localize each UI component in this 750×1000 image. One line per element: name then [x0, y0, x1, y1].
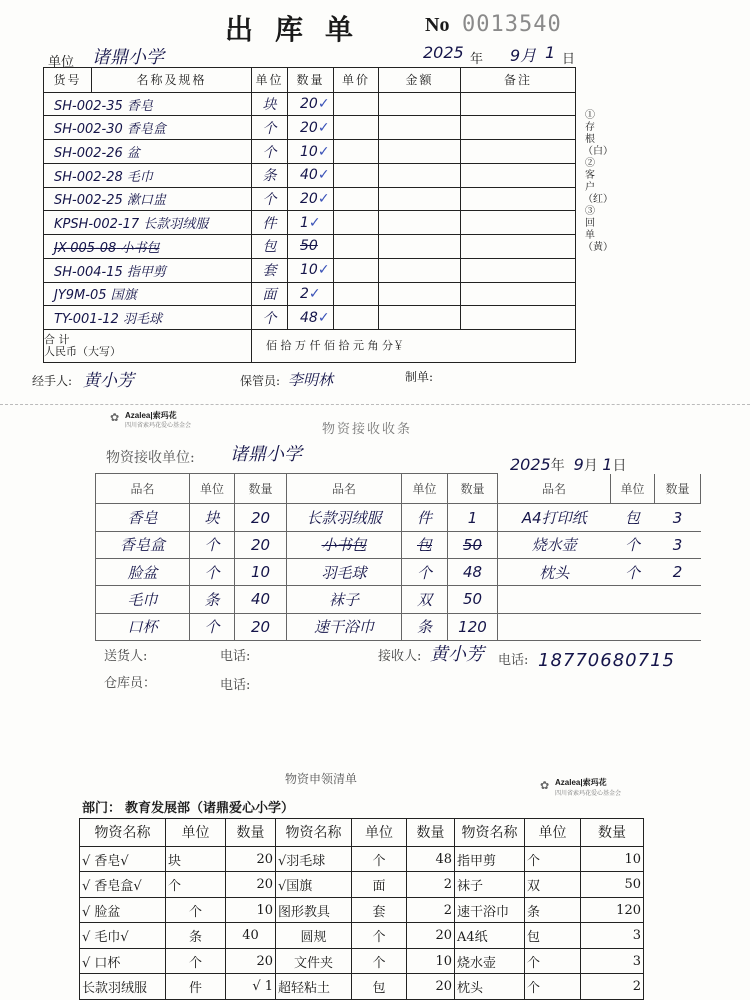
- col-header: 单位: [190, 474, 235, 504]
- date-year-label: 年: [470, 52, 484, 67]
- receiver-signature: 黄小芳: [430, 644, 484, 665]
- item-name: 羽毛球: [122, 312, 162, 328]
- unit-cell: 个: [252, 306, 288, 330]
- check-mark-icon: ✓: [317, 309, 330, 326]
- check-mark-icon: ✓: [317, 119, 330, 136]
- cell: 48: [448, 558, 498, 585]
- check-mark-icon: ✓: [308, 214, 321, 231]
- list-heading: 物资申领清单: [285, 772, 358, 786]
- col-header: 单价: [334, 68, 379, 93]
- qty-value: 48: [300, 309, 318, 326]
- cell: 个: [525, 846, 581, 872]
- col-header: 数量: [235, 474, 287, 504]
- logo-name: Azalea|索玛花: [555, 778, 607, 787]
- table-row: [96, 613, 701, 640]
- check-mark-icon: ✓: [308, 285, 321, 302]
- qty-value: 2: [300, 285, 309, 302]
- table-row: [96, 558, 701, 585]
- cell: √ 毛巾√: [80, 923, 166, 949]
- cell: 文件夹: [276, 948, 352, 974]
- col-header: 备注: [461, 68, 576, 93]
- receipt-unit-value: 诸鼎小学: [230, 444, 302, 465]
- cell: 20: [226, 872, 276, 898]
- col-header: 单位: [166, 819, 226, 847]
- unit-cell: 套: [252, 258, 288, 282]
- cell: 袜子: [455, 872, 525, 898]
- cell: 圆规: [276, 923, 352, 949]
- cell: [611, 586, 655, 613]
- flower-logo-icon: ✿: [110, 411, 120, 424]
- item-name: 毛巾: [126, 169, 153, 185]
- cell: 个: [166, 872, 226, 898]
- logo-name: Azalea|索玛花: [125, 411, 177, 420]
- cell: 120: [448, 613, 498, 640]
- item-cell: [44, 211, 252, 235]
- col-header: 名称及规格: [92, 68, 252, 93]
- cell: 个: [525, 974, 581, 1000]
- serial-label: No: [425, 14, 450, 36]
- table-row: [44, 211, 576, 235]
- cell: 个: [402, 558, 448, 585]
- table-row: [44, 92, 576, 116]
- cell: 烧水壶: [455, 948, 525, 974]
- cell: 包: [352, 974, 407, 1000]
- check-mark-icon: ✓: [317, 96, 330, 113]
- item-code: JY9M-05: [54, 288, 107, 304]
- date-day: 1: [545, 43, 556, 62]
- col-header: 数量: [226, 819, 276, 847]
- table-row: [96, 531, 701, 558]
- cell: 毛巾: [96, 586, 190, 613]
- cell: 面: [352, 872, 407, 898]
- total-label: [44, 329, 252, 362]
- qty-cell: [288, 92, 334, 116]
- col-header: 数量: [448, 474, 498, 504]
- item-name: 国旗: [110, 288, 137, 304]
- cell: [498, 613, 611, 640]
- supply-table: [79, 818, 644, 1000]
- col-header: 品名: [498, 474, 611, 504]
- cell: 20: [407, 974, 455, 1000]
- unit-cell: 件: [252, 211, 288, 235]
- item-cell: [44, 235, 252, 259]
- cell: 3: [581, 948, 644, 974]
- cell: 10: [581, 846, 644, 872]
- col-header: 物资名称: [455, 819, 525, 847]
- phone-label: 电话:: [498, 653, 529, 668]
- cell: 个: [190, 558, 235, 585]
- date-day-label: 日: [562, 52, 576, 67]
- cell: 50: [448, 586, 498, 613]
- cell: 20: [235, 504, 287, 531]
- receipt-title: 物资接收收条: [322, 422, 413, 437]
- table-row: [44, 258, 576, 282]
- cell: 个: [611, 558, 655, 585]
- receipt-date: [510, 455, 626, 475]
- cell: 块: [166, 846, 226, 872]
- cell: 10: [235, 558, 287, 585]
- item-name: 长款羽绒服: [143, 217, 209, 233]
- item-name: 香皂: [126, 98, 153, 114]
- total-row: [44, 329, 576, 362]
- cell: √ 香皂盒√: [80, 872, 166, 898]
- cell: 50: [448, 531, 498, 558]
- qty-value: 20: [300, 96, 318, 113]
- cell: 件: [402, 504, 448, 531]
- table-row: [44, 306, 576, 330]
- receiver-label: 接收人:: [378, 649, 422, 664]
- cell: [498, 586, 611, 613]
- col-header: 品名: [287, 474, 402, 504]
- qty-value: 10: [300, 143, 318, 160]
- col-header: 金额: [379, 68, 461, 93]
- table-row: [44, 140, 576, 164]
- cell: 条: [166, 923, 226, 949]
- qty-cell: [288, 163, 334, 187]
- qty-value: 10: [300, 262, 318, 279]
- cell: [611, 613, 655, 640]
- cell: 3: [581, 923, 644, 949]
- table-row: [44, 116, 576, 140]
- item-code: TY-001-12: [54, 312, 119, 328]
- cell: 包: [402, 531, 448, 558]
- cell: 条: [190, 586, 235, 613]
- cell: 指甲剪: [455, 846, 525, 872]
- cell: √ 香皂√: [80, 846, 166, 872]
- check-mark-icon: ✓: [317, 262, 330, 279]
- cell: 长款羽绒服: [287, 504, 402, 531]
- item-code: SH-002-25: [54, 193, 123, 209]
- cell: 枕头: [455, 974, 525, 1000]
- item-code: SH-002-26: [54, 146, 123, 162]
- unit-cell: 面: [252, 282, 288, 306]
- item-cell: [44, 92, 252, 116]
- item-code: SH-002-35: [54, 98, 123, 114]
- item-code: SH-002-30: [54, 122, 123, 138]
- phone-label: 电话:: [220, 649, 251, 664]
- flower-logo-icon: ✿: [540, 779, 550, 792]
- col-header: 数量: [288, 68, 334, 93]
- dept-value: 教育发展部（诸鼎爱心小学）: [125, 801, 295, 816]
- date-month: 9月: [510, 46, 537, 65]
- unit-cell: 个: [252, 116, 288, 140]
- cell: 个: [190, 531, 235, 558]
- table-row: [44, 282, 576, 306]
- cell: 个: [166, 948, 226, 974]
- col-header: 单位: [402, 474, 448, 504]
- col-header: 物资名称: [276, 819, 352, 847]
- cell: √国旗: [276, 872, 352, 898]
- item-name: 小书包: [120, 240, 160, 256]
- cell: 个: [352, 846, 407, 872]
- item-cell: [44, 258, 252, 282]
- qty-value: 20: [300, 190, 318, 207]
- date-month-label: 月: [583, 458, 598, 474]
- date-year: 2025: [510, 455, 551, 474]
- cell: 长款羽绒服: [80, 974, 166, 1000]
- qty-cell: [288, 235, 334, 259]
- col-header: 数量: [407, 819, 455, 847]
- unit-cell: 包: [252, 235, 288, 259]
- qty-cell: [288, 211, 334, 235]
- cell: 40: [235, 586, 287, 613]
- unit-cell: 个: [252, 187, 288, 211]
- total-amount-units: 佰 拾 万 仟 佰 拾 元 角 分￥: [252, 329, 576, 362]
- item-name: 漱口盅: [126, 193, 166, 209]
- receiver-phone: 18770680715: [538, 650, 675, 671]
- table-row: [96, 586, 701, 613]
- handler-signature: 黄小芳: [83, 371, 134, 391]
- qty-cell: [288, 187, 334, 211]
- qty-cell: [288, 258, 334, 282]
- table-header-row: [44, 68, 576, 93]
- cell: 48: [407, 846, 455, 872]
- cell: 20: [407, 923, 455, 949]
- cell: 条: [525, 897, 581, 923]
- cell: 速干浴巾: [287, 613, 402, 640]
- qty-value: 50: [300, 238, 318, 255]
- cell: √ 1: [226, 974, 276, 1000]
- qty-cell: [288, 282, 334, 306]
- outbound-slip: [0, 0, 750, 405]
- keeper-label: 保管员:: [240, 374, 281, 388]
- unit-value: 诸鼎小学: [92, 47, 164, 68]
- cell: 速干浴巾: [455, 897, 525, 923]
- item-cell: [44, 140, 252, 164]
- cell: √ 口杯: [80, 948, 166, 974]
- qty-value: 40: [300, 167, 318, 184]
- col-header: 数量: [655, 474, 701, 504]
- cell: 10: [407, 948, 455, 974]
- check-mark-icon: ✓: [317, 167, 330, 184]
- cell: 2: [655, 558, 701, 585]
- cell: 2: [581, 974, 644, 1000]
- receipt-unit-label: 物资接收单位:: [106, 450, 195, 466]
- table-row: [80, 948, 644, 974]
- cell: 2: [407, 872, 455, 898]
- receipt-table: [95, 473, 701, 641]
- cell: 超轻粘土: [276, 974, 352, 1000]
- item-code: JX-005-08: [54, 240, 117, 256]
- cell: √ 脸盆: [80, 897, 166, 923]
- cell: 包: [611, 504, 655, 531]
- qty-cell: [288, 306, 334, 330]
- col-header: 单位: [352, 819, 407, 847]
- table-row: [80, 974, 644, 1000]
- date-month: 9: [573, 455, 584, 474]
- date-year: 2025: [423, 43, 464, 62]
- table-row: [80, 923, 644, 949]
- cell: [655, 586, 701, 613]
- col-header: 单位: [525, 819, 581, 847]
- cell: 120: [581, 897, 644, 923]
- cell: 2: [407, 897, 455, 923]
- check-mark-icon: ✓: [317, 143, 330, 160]
- col-header: 物资名称: [80, 819, 166, 847]
- table-header-row: [80, 819, 644, 847]
- cell: 香皂盒: [96, 531, 190, 558]
- date-year-label: 年: [550, 458, 565, 474]
- cell: 20: [226, 948, 276, 974]
- unit-cell: 个: [252, 140, 288, 164]
- table-row: [80, 872, 644, 898]
- col-header: 单位: [252, 68, 288, 93]
- cell: 3: [655, 504, 701, 531]
- serial-number: 0013540: [462, 12, 562, 37]
- cell: A4打印纸: [498, 504, 611, 531]
- total-label-line1: 合 计: [44, 332, 70, 346]
- table-row: [80, 897, 644, 923]
- cell: 个: [166, 897, 226, 923]
- qty-cell: [288, 140, 334, 164]
- item-code: KPSH-002-17: [54, 217, 140, 233]
- outbound-title: 出库单: [225, 13, 376, 46]
- cell: 小书包: [287, 531, 402, 558]
- storekeeper-label: 仓库员：: [104, 676, 157, 691]
- outbound-table: [43, 67, 576, 363]
- maker-label: 制单:: [405, 370, 434, 384]
- qty-value: 1: [300, 214, 309, 231]
- logo-subtitle: 四川省索玛花爱心基金会: [555, 791, 622, 797]
- cell: 双: [402, 586, 448, 613]
- cell: 20: [226, 846, 276, 872]
- cell: 1: [448, 504, 498, 531]
- cell: 双: [525, 872, 581, 898]
- item-cell: [44, 163, 252, 187]
- cell: 40: [226, 923, 276, 949]
- table-row: [96, 504, 701, 531]
- col-header: 数量: [581, 819, 644, 847]
- unit-cell: 条: [252, 163, 288, 187]
- cell: 块: [190, 504, 235, 531]
- cell: 个: [611, 531, 655, 558]
- deliverer-label: 送货人:: [104, 649, 148, 664]
- qty-cell: [288, 116, 334, 140]
- table-row: [44, 235, 576, 259]
- item-name: 指甲剪: [126, 264, 166, 280]
- logo-subtitle: 四川省索玛花爱心基金会: [125, 423, 192, 429]
- unit-label: 单位: [48, 55, 75, 70]
- qty-value: 20: [300, 119, 318, 136]
- cell: 包: [525, 923, 581, 949]
- cell: 件: [166, 974, 226, 1000]
- unit-cell: 块: [252, 92, 288, 116]
- cell: 枕头: [498, 558, 611, 585]
- cell: 图形教具: [276, 897, 352, 923]
- dept-label: 部门：: [82, 801, 122, 816]
- table-row: [80, 846, 644, 872]
- cell: 个: [190, 613, 235, 640]
- item-code: SH-004-15: [54, 264, 123, 280]
- keeper-signature: 李明林: [288, 371, 334, 389]
- cell: 口杯: [96, 613, 190, 640]
- cell: 香皂: [96, 504, 190, 531]
- item-cell: [44, 282, 252, 306]
- col-header: 品名: [96, 474, 190, 504]
- col-header: 货号: [44, 68, 92, 93]
- handler-label: 经手人:: [32, 374, 73, 388]
- check-mark-icon: ✓: [317, 190, 330, 207]
- copy-notes: ①存根（白）②客户（红）③回单（黄）: [583, 110, 613, 253]
- cell: 个: [352, 923, 407, 949]
- col-header: 单位: [611, 474, 655, 504]
- cell: √羽毛球: [276, 846, 352, 872]
- cell: 3: [655, 531, 701, 558]
- cell: 羽毛球: [287, 558, 402, 585]
- divider: [0, 404, 750, 405]
- table-row: [44, 163, 576, 187]
- cell: 个: [352, 948, 407, 974]
- item-cell: [44, 187, 252, 211]
- cell: 50: [581, 872, 644, 898]
- cell: 20: [235, 613, 287, 640]
- cell: 10: [226, 897, 276, 923]
- cell: 套: [352, 897, 407, 923]
- cell: A4纸: [455, 923, 525, 949]
- table-header-row: [96, 474, 701, 504]
- cell: 个: [525, 948, 581, 974]
- cell: 20: [235, 531, 287, 558]
- total-label-line2: 人民币（大写）: [44, 344, 121, 358]
- cell: [655, 613, 701, 640]
- cell: 烧水壶: [498, 531, 611, 558]
- date-day: 1: [602, 455, 613, 474]
- item-cell: [44, 306, 252, 330]
- item-cell: [44, 116, 252, 140]
- date-day-label: 日: [612, 458, 627, 474]
- item-code: SH-002-28: [54, 169, 123, 185]
- cell: 脸盆: [96, 558, 190, 585]
- cell: 袜子: [287, 586, 402, 613]
- phone-label: 电话:: [220, 678, 251, 693]
- item-name: 香皂盒: [126, 122, 166, 138]
- item-name: 盆: [126, 146, 140, 162]
- cell: 条: [402, 613, 448, 640]
- table-row: [44, 187, 576, 211]
